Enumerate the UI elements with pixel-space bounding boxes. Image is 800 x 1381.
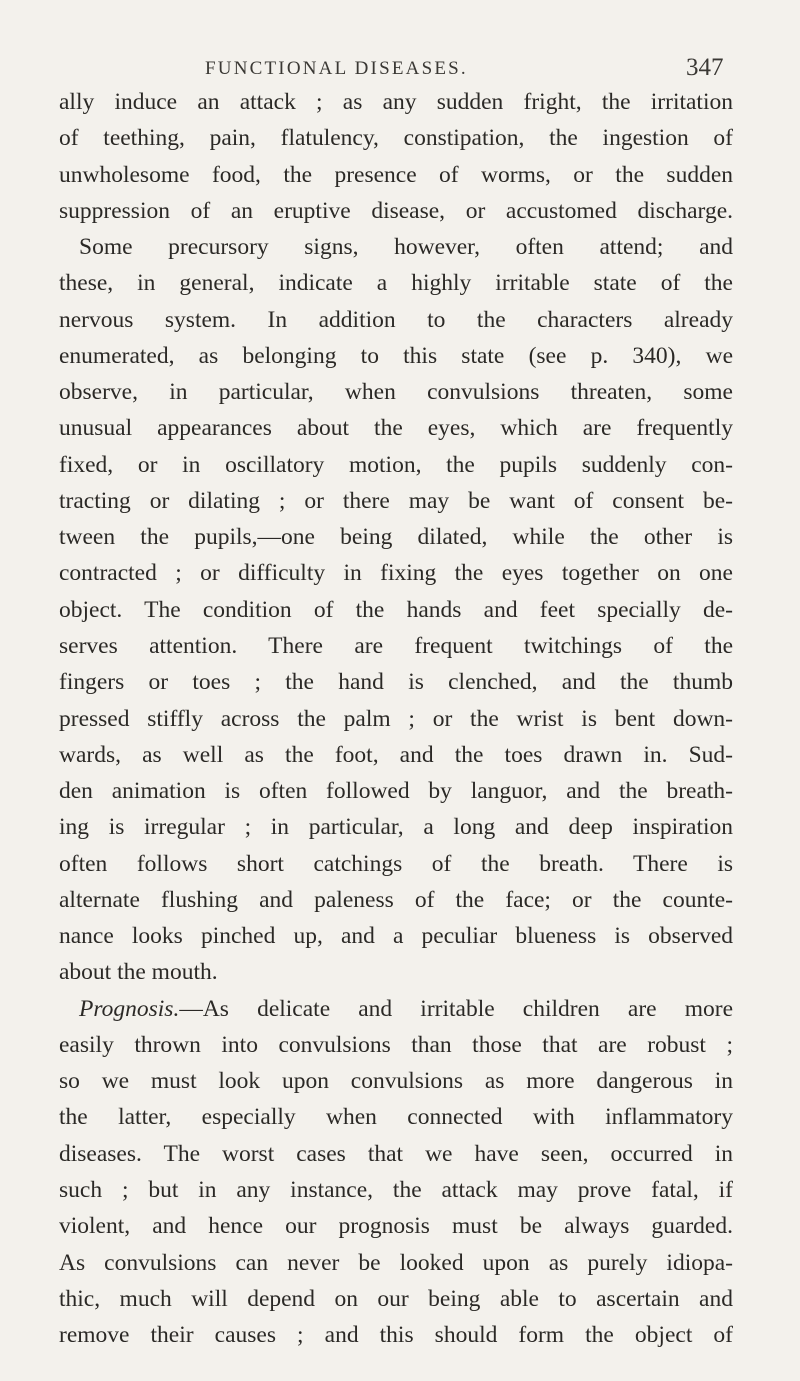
text-line: fixed, or in oscillatory motion, the pupils suddenly con- [59,451,733,478]
text-line: Some precursory signs, however, often attend; and [79,234,733,261]
prognosis-first-line: —As delicate and irritable children are more [179,995,733,1022]
text-line: alternate flushing and paleness of the face; or the counte- [59,886,733,913]
text-line: violent, and hence our prognosis must be always guarded. [59,1213,733,1240]
text-line: tween the pupils,—one being dilated, while the other is [59,524,733,551]
text-line: ally induce an attack ; as any sudden fright, the irritation [59,89,733,115]
text-line: nance looks pinched up, and a peculiar blueness is observed [59,923,733,950]
text-line: remove their causes ; and this should form the object of [59,1322,733,1349]
text-line: serves attention. There are frequent twitchings of the [59,632,733,659]
text-line: As convulsions can never be looked upon as purely idiopa- [59,1249,733,1276]
text-line: den animation is often followed by languor, and the breath- [59,778,733,805]
text-line: so we must look upon convulsions as more dangerous in [59,1068,733,1095]
text-line: suppression of an eruptive disease, or accustomed discharge. [59,197,733,224]
text-line: pressed stiffly across the palm ; or the wrist is bent down- [59,705,733,732]
text-line: these, in general, indicate a highly irritable state of the [59,270,733,297]
text-line: such ; but in any instance, the attack may prove fatal, if [59,1176,733,1203]
text-line: observe, in particular, when convulsions threaten, some [59,379,733,406]
text-line: about the mouth. [59,959,218,986]
text-line: thic, much will depend on our being able to ascertain and [59,1285,733,1312]
text-line: tracting or dilating ; or there may be want of consent be- [59,487,733,514]
text-line: enumerated, as belonging to this state (see p. 340), we [59,342,733,369]
text-line: the latter, especially when connected with inflammatory [59,1104,733,1131]
text-line: contracted ; or difficulty in fixing the eyes together on one [59,560,733,587]
prognosis-paragraph-start [59,991,733,1027]
body-text [59,84,733,1353]
text-line: nervous system. In addition to the characters already [59,306,733,333]
text-line: object. The condition of the hands and feet specially de- [59,596,733,623]
running-title: FUNCTIONAL DISEASES. [205,58,468,79]
text-line: of teething, pain, flatulency, constipation, the ingestion of [59,125,733,152]
text-line: unwholesome food, the presence of worms, or the sudden [59,161,733,188]
text-line: often follows short catchings of the breath. There is [59,850,733,877]
prognosis-heading: Prognosis. [79,995,180,1022]
text-line: wards, as well as the foot, and the toes drawn in. Sud- [59,741,733,768]
text-line: easily thrown into convulsions than those that are robust ; [59,1031,733,1058]
page-number: 347 [686,54,724,81]
text-line: diseases. The worst cases that we have seen, occurred in [59,1140,733,1167]
text-line: ing is irregular ; in particular, a long and deep inspiration [59,814,733,841]
text-line: fingers or toes ; the hand is clenched, and the thumb [59,669,733,696]
text-line: unusual appearances about the eyes, which are frequently [59,415,733,442]
